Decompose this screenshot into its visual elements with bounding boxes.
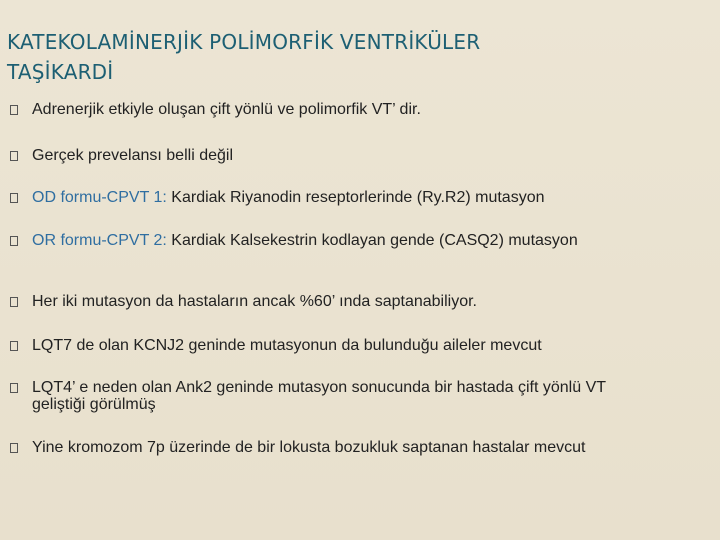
list-item [10,379,650,413]
highlight-label: OD formu-CPVT 1: [32,189,167,206]
checkbox-bullet-icon [10,236,18,246]
bullet-text: Yine kromozom 7p üzerinde de bir lokusta bozukluk saptanan hastalar mevcut [32,439,586,456]
title-line-1: KATEKOLAMİNERJİK POLİMORFİK VENTRİKÜLER [7,30,481,54]
bullet-text: OR formu-CPVT 2: Kardiak Kalsekestrin kodlayan gende (CASQ2) mutasyon [32,232,578,249]
checkbox-bullet-icon [10,341,18,351]
checkbox-bullet-icon [10,443,18,453]
checkbox-bullet-icon [10,151,18,161]
bullet-text: OD formu-CPVT 1: Kardiak Riyanodin reseptorlerinde (Ry.R2) mutasyon [32,189,545,206]
list-item [10,147,650,164]
title-line-2: TAŞİKARDİ [7,60,114,84]
checkbox-bullet-icon [10,383,18,393]
list-item [10,337,650,354]
bullet-text: Adrenerjik etkiyle oluşan çift yönlü ve polimorfik VT’ dir. [32,101,421,118]
list-item [10,101,650,118]
list-item [10,439,650,456]
checkbox-bullet-icon [10,297,18,307]
checkbox-bullet-icon [10,105,18,115]
bullet-text: LQT4’ e neden olan Ank2 geninde mutasyon sonucunda bir hastada çift yönlü VT geliştiği görülmüş [32,379,606,413]
highlight-label: OR formu-CPVT 2: [32,232,167,249]
bullet-text: LQT7 de olan KCNJ2 geninde mutasyonun da bulunduğu aileler mevcut [32,337,542,354]
bullet-text: Her iki mutasyon da hastaların ancak %60’ ında saptanabiliyor. [32,293,477,310]
list-item [10,189,650,206]
checkbox-bullet-icon [10,193,18,203]
list-item [10,232,650,249]
list-item [10,293,650,310]
bullet-text: Gerçek prevelansı belli değil [32,147,233,164]
